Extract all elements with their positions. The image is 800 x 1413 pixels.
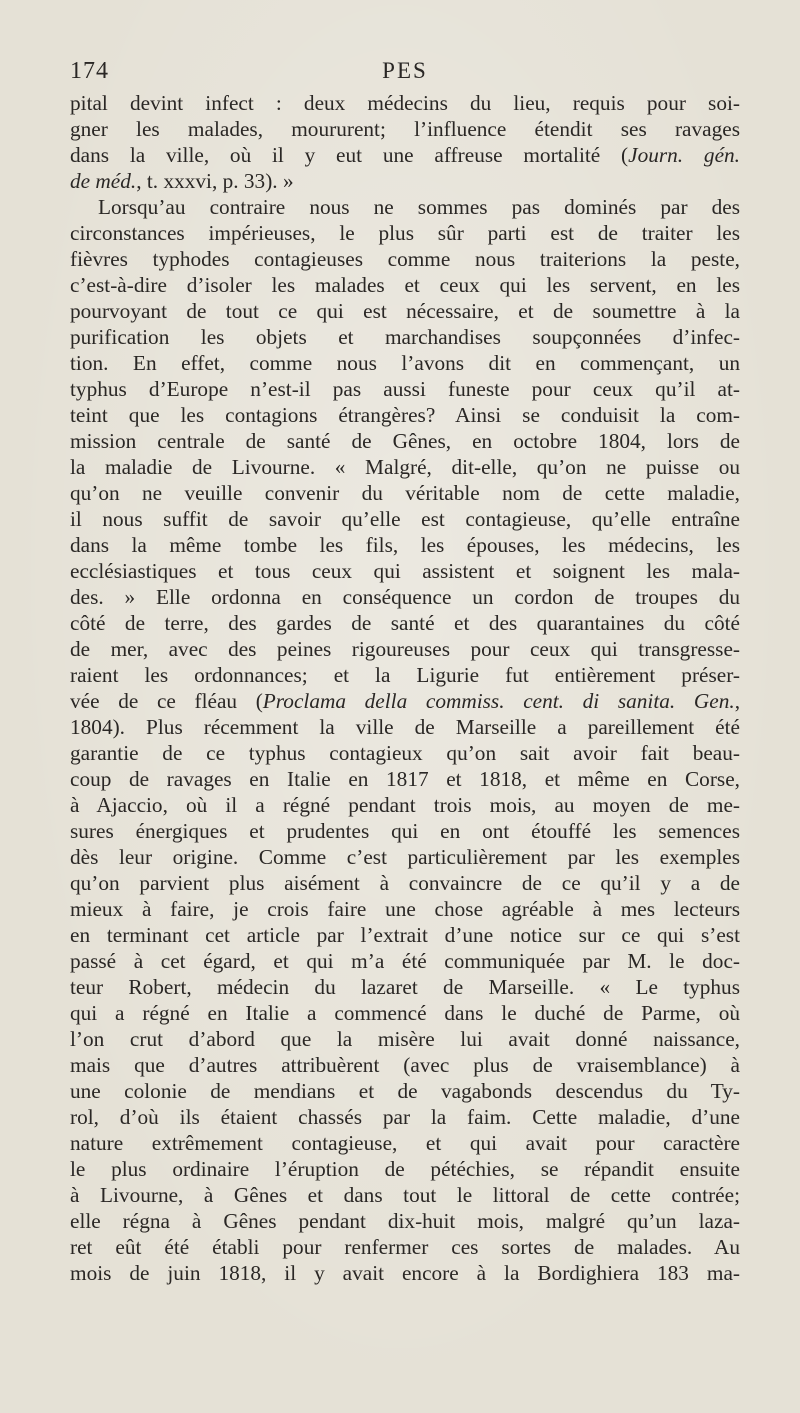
text-segment: garantie de ce typhus contagieux qu’on sait avoir fait beau-: [70, 741, 740, 765]
text-segment: sures énergiques et prudentes qui en ont étouffé les semences: [70, 819, 740, 843]
text-line: [70, 532, 740, 558]
text-line: [70, 506, 740, 532]
text-line: [70, 324, 740, 350]
text-line: [70, 376, 740, 402]
text-segment: mission centrale de santé de Gênes, en octobre 1804, lors de: [70, 429, 740, 453]
text-line: [70, 1260, 740, 1286]
text-line: [70, 610, 740, 636]
text-line: [70, 90, 740, 116]
text-segment: circonstances impérieuses, le plus sûr parti est de traiter les: [70, 221, 740, 245]
text-segment: la maladie de Livourne. « Malgré, dit-elle, qu’on ne puisse ou: [70, 455, 740, 479]
text-line: [70, 636, 740, 662]
text-segment: passé à cet égard, et qui m’a été communiquée par M. le doc-: [70, 949, 740, 973]
body-text: [70, 90, 740, 1286]
text-segment: mais que d’autres attribuèrent (avec plus de vraisemblance) à: [70, 1053, 740, 1077]
text-segment: dès leur origine. Comme c’est particulièrement par les exemples: [70, 845, 740, 869]
italic-citation: Journ. gén.: [628, 143, 740, 167]
text-segment: de mer, avec des peines rigoureuses pour ceux qui transgresse-: [70, 637, 740, 661]
text-line: [70, 428, 740, 454]
text-line: [70, 766, 740, 792]
text-line: [70, 1234, 740, 1260]
text-segment: nature extrêmement contagieuse, et qui avait pour caractère: [70, 1131, 740, 1155]
text-line: [70, 272, 740, 298]
text-line: [70, 1182, 740, 1208]
text-segment: mois de juin 1818, il y avait encore à la Bordighiera 183 ma-: [70, 1261, 740, 1285]
italic-citation: Proclama della commiss. cent. di sanita. Gen.: [262, 689, 735, 713]
text-segment: qu’on parvient plus aisément à convaincre de ce qu’il y a de: [70, 871, 740, 895]
text-line: [70, 740, 740, 766]
text-line: [70, 1156, 740, 1182]
text-line: [70, 402, 740, 428]
text-segment: rol, d’où ils étaient chassés par la faim. Cette maladie, d’une: [70, 1105, 740, 1129]
text-segment: qui a régné en Italie a commencé dans le duché de Parme, où: [70, 1001, 740, 1025]
text-line: [70, 714, 740, 740]
text-segment: côté de terre, des gardes de santé et des quarantaines du côté: [70, 611, 740, 635]
text-segment: à Livourne, à Gênes et dans tout le littoral de cette contrée;: [70, 1183, 740, 1207]
text-segment: ,: [734, 689, 740, 713]
text-line: [70, 298, 740, 324]
text-line: [70, 194, 740, 220]
text-segment: 1804). Plus récemment la ville de Marseille a pareillement été: [70, 715, 740, 739]
italic-citation: de méd.: [70, 169, 137, 193]
text-segment: teint que les contagions étrangères? Ainsi se conduisit la com-: [70, 403, 740, 427]
text-line: [70, 558, 740, 584]
text-line: [70, 168, 740, 194]
text-line: [70, 454, 740, 480]
text-line: [70, 1130, 740, 1156]
text-segment: purification les objets et marchandises soupçonnées d’infec-: [70, 325, 740, 349]
text-segment: mieux à faire, je crois faire une chose agréable à mes lecteurs: [70, 897, 740, 921]
text-line: [70, 220, 740, 246]
text-segment: des. » Elle ordonna en conséquence un cordon de troupes du: [70, 585, 740, 609]
text-segment: pital devint infect : deux médecins du lieu, requis pour soi-: [70, 91, 740, 115]
text-segment: à Ajaccio, où il a régné pendant trois mois, au moyen de me-: [70, 793, 740, 817]
text-line: [70, 1026, 740, 1052]
text-segment: dans la même tombe les fils, les épouses, les médecins, les: [70, 533, 740, 557]
text-segment: Lorsqu’au contraire nous ne sommes pas dominés par des: [98, 195, 740, 219]
text-segment: tion. En effet, comme nous l’avons dit en commençant, un: [70, 351, 740, 375]
text-segment: raient les ordonnances; et la Ligurie fut entièrement préser-: [70, 663, 740, 687]
text-segment: en terminant cet article par l’extrait d’une notice sur ce qui s’est: [70, 923, 740, 947]
text-segment: typhus d’Europe n’est-il pas aussi funeste pour ceux qu’il at-: [70, 377, 740, 401]
text-line: [70, 1104, 740, 1130]
text-line: [70, 1078, 740, 1104]
text-line: [70, 480, 740, 506]
text-segment: ret eût été établi pour renfermer ces sortes de malades. Au: [70, 1235, 740, 1259]
text-line: [70, 818, 740, 844]
text-segment: elle régna à Gênes pendant dix-huit mois, malgré qu’un laza-: [70, 1209, 740, 1233]
text-line: [70, 142, 740, 168]
text-segment: c’est-à-dire d’isoler les malades et ceux qui les servent, en les: [70, 273, 740, 297]
text-line: [70, 1000, 740, 1026]
text-line: [70, 974, 740, 1000]
text-segment: le plus ordinaire l’éruption de pétéchies, se répandit ensuite: [70, 1157, 740, 1181]
text-line: [70, 584, 740, 610]
running-title: PES: [382, 58, 428, 83]
text-line: [70, 922, 740, 948]
text-segment: qu’on ne veuille convenir du véritable nom de cette maladie,: [70, 481, 740, 505]
text-line: [70, 688, 740, 714]
text-line: [70, 896, 740, 922]
text-segment: dans la ville, où il y eut une affreuse mortalité (: [70, 143, 629, 167]
text-segment: pourvoyant de tout ce qui est nécessaire, et de soumettre à la: [70, 299, 740, 323]
text-line: [70, 948, 740, 974]
text-segment: teur Robert, médecin du lazaret de Marseille. « Le typhus: [70, 975, 740, 999]
text-line: [70, 792, 740, 818]
text-segment: , t. xxxvi, p. 33). »: [136, 169, 294, 193]
text-line: [70, 116, 740, 142]
text-segment: il nous suffit de savoir qu’elle est contagieuse, qu’elle entraîne: [70, 507, 740, 531]
text-segment: fièvres typhodes contagieuses comme nous traiterions la peste,: [70, 247, 740, 271]
text-segment: une colonie de mendians et de vagabonds descendus du Ty-: [70, 1079, 740, 1103]
text-line: [70, 870, 740, 896]
text-segment: l’on crut d’abord que la misère lui avait donné naissance,: [70, 1027, 740, 1051]
running-head: [70, 58, 740, 88]
text-segment: ecclésiastiques et tous ceux qui assistent et soignent les mala-: [70, 559, 740, 583]
text-line: [70, 844, 740, 870]
text-line: [70, 1208, 740, 1234]
page-number: 174: [70, 58, 109, 84]
text-line: [70, 662, 740, 688]
text-segment: gner les malades, moururent; l’influence étendit ses ravages: [70, 117, 740, 141]
text-segment: vée de ce fléau (: [70, 689, 263, 713]
text-line: [70, 1052, 740, 1078]
text-line: [70, 350, 740, 376]
text-line: [70, 246, 740, 272]
text-segment: coup de ravages en Italie en 1817 et 1818, et même en Corse,: [70, 767, 740, 791]
